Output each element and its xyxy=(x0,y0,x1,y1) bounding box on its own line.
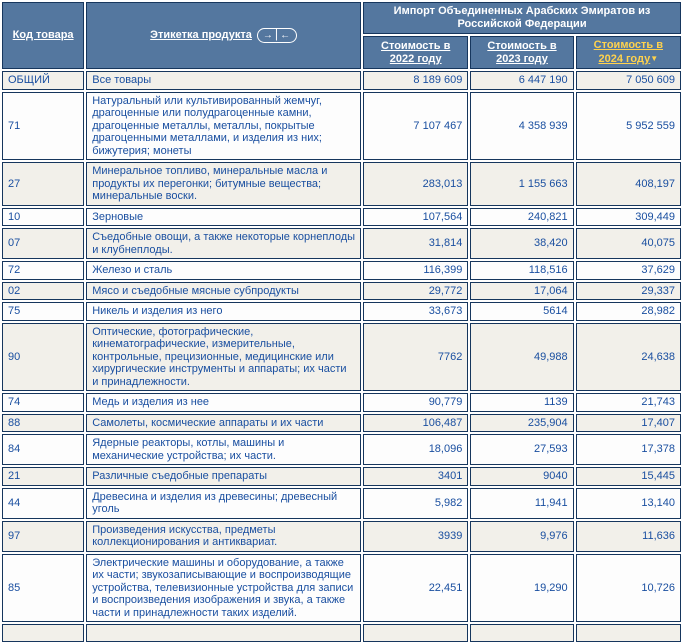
col-header-2023-link[interactable]: Стоимость в 2023 году xyxy=(487,39,557,65)
cell-label: Медь и изделия из нее xyxy=(86,393,361,412)
cell-value-2024: 5 952 559 xyxy=(576,92,681,161)
table-row xyxy=(2,92,681,161)
cell-label: Железо и сталь xyxy=(86,261,361,280)
table-row xyxy=(2,414,681,433)
cell-code: 90 xyxy=(2,323,84,392)
cell-label: Произведения искусства, предметы коллекционирования и антиквариат. xyxy=(86,521,361,552)
cell-code: 75 xyxy=(2,302,84,321)
cell-value-2024: 40,075 xyxy=(576,228,681,259)
cell-label: Оптические, фотографические, кинематографические, измерительные, контрольные, прецизионные, медицинские или хирургические инструменты и аппараты; их части и принадлежности. xyxy=(86,323,361,392)
cell-value-2024: 24,638 xyxy=(576,323,681,392)
cell-code: 44 xyxy=(2,488,84,519)
table-row xyxy=(2,162,681,206)
cell-value-2024: 28,982 xyxy=(576,302,681,321)
cell-label xyxy=(86,624,361,642)
cell-value-2023: 11,941 xyxy=(470,488,573,519)
cell-code: 72 xyxy=(2,261,84,280)
col-header-label-link[interactable]: Этикетка продукта xyxy=(150,29,252,41)
cell-value-2022: 31,814 xyxy=(363,228,468,259)
cell-value-2023: 118,516 xyxy=(470,261,573,280)
cell-label: Мясо и съедобные мясные субпродукты xyxy=(86,282,361,301)
cell-value-2024: 13,140 xyxy=(576,488,681,519)
table-body xyxy=(2,71,681,642)
cell-value-2024: 21,743 xyxy=(576,393,681,412)
cell-value-2024: 408,197 xyxy=(576,162,681,206)
table-row xyxy=(2,488,681,519)
cell-value-2022: 22,451 xyxy=(363,554,468,623)
table-row xyxy=(2,393,681,412)
cell-label: Минеральное топливо, минеральные масла и продукты их перегонки; битумные вещества; минеральные воски. xyxy=(86,162,361,206)
cell-value-2023: 19,290 xyxy=(470,554,573,623)
table-row xyxy=(2,434,681,465)
cell-value-2022: 29,772 xyxy=(363,282,468,301)
cell-value-2023: 9040 xyxy=(470,467,573,486)
cell-value-2022: 3401 xyxy=(363,467,468,486)
col-header-2022-link[interactable]: Стоимость в 2022 году xyxy=(381,39,451,65)
cell-value-2022: 3939 xyxy=(363,521,468,552)
table-row xyxy=(2,208,681,227)
sort-descending-icon: ▼ xyxy=(650,54,659,63)
cell-label: Никель и изделия из него xyxy=(86,302,361,321)
cell-value-2024: 10,726 xyxy=(576,554,681,623)
cell-label: Различные съедобные препараты xyxy=(86,467,361,486)
cell-code: 02 xyxy=(2,282,84,301)
cell-value-2022: 7762 xyxy=(363,323,468,392)
table-row xyxy=(2,261,681,280)
cell-label: Все товары xyxy=(86,71,361,90)
cell-label: Натуральный или культивированный жемчуг, драгоценные или полудрагоценные камни, драгоценные металлы, металлы, покрытые драгоценными металлами, и изделия из них; бижутерия; монеты xyxy=(86,92,361,161)
cell-label: Зерновые xyxy=(86,208,361,227)
cell-label: Самолеты, космические аппараты и их части xyxy=(86,414,361,433)
cell-code: 88 xyxy=(2,414,84,433)
col-header-2023[interactable] xyxy=(470,36,573,69)
cell-value-2024: 11,636 xyxy=(576,521,681,552)
cell-code: 97 xyxy=(2,521,84,552)
cell-label: Съедобные овощи, а также некоторые корнеплоды и клубнеплоды. xyxy=(86,228,361,259)
cell-value-2024 xyxy=(576,624,681,642)
cell-value-2023: 235,904 xyxy=(470,414,573,433)
cell-value-2022: 33,673 xyxy=(363,302,468,321)
cell-value-2024: 15,445 xyxy=(576,467,681,486)
cell-value-2023: 4 358 939 xyxy=(470,92,573,161)
table-row xyxy=(2,554,681,623)
cell-value-2024: 309,449 xyxy=(576,208,681,227)
cell-value-2023: 5614 xyxy=(470,302,573,321)
cell-value-2023: 27,593 xyxy=(470,434,573,465)
group-header-import: Импорт Объединенных Арабских Эмиратов из Российской Федерации xyxy=(363,2,681,34)
table-row xyxy=(2,467,681,486)
cell-value-2022: 283,013 xyxy=(363,162,468,206)
cell-value-2022: 116,399 xyxy=(363,261,468,280)
cell-value-2023: 1139 xyxy=(470,393,573,412)
cell-label: Древесина и изделия из древесины; древесный уголь xyxy=(86,488,361,519)
cell-value-2023: 9,976 xyxy=(470,521,573,552)
cell-code: 07 xyxy=(2,228,84,259)
cell-value-2022: 7 107 467 xyxy=(363,92,468,161)
cell-code: 21 xyxy=(2,467,84,486)
col-header-2024[interactable] xyxy=(576,36,681,69)
cell-value-2023: 6 447 190 xyxy=(470,71,573,90)
cell-code: 10 xyxy=(2,208,84,227)
cell-label: Ядерные реакторы, котлы, машины и механические устройства; их части. xyxy=(86,434,361,465)
cell-value-2024: 37,629 xyxy=(576,261,681,280)
cell-code: 85 xyxy=(2,554,84,623)
cell-value-2024: 7 050 609 xyxy=(576,71,681,90)
col-header-label[interactable] xyxy=(86,2,361,69)
col-header-code-link[interactable]: Код товара xyxy=(12,29,74,41)
cell-value-2022 xyxy=(363,624,468,642)
cell-value-2024: 17,378 xyxy=(576,434,681,465)
col-header-code[interactable] xyxy=(2,2,84,69)
table-row xyxy=(2,282,681,301)
cell-value-2024: 17,407 xyxy=(576,414,681,433)
cell-code: 27 xyxy=(2,162,84,206)
header-row-group xyxy=(2,2,681,34)
table-row xyxy=(2,228,681,259)
cell-value-2022: 107,564 xyxy=(363,208,468,227)
table-row-partial xyxy=(2,624,681,642)
col-header-2024-link[interactable]: Стоимость в 2024 году xyxy=(593,39,663,65)
cell-value-2022: 5,982 xyxy=(363,488,468,519)
table-row xyxy=(2,323,681,392)
cell-value-2023: 240,821 xyxy=(470,208,573,227)
cell-value-2022: 90,779 xyxy=(363,393,468,412)
col-header-2022[interactable] xyxy=(363,36,468,69)
cell-value-2023: 38,420 xyxy=(470,228,573,259)
cell-code: 71 xyxy=(2,92,84,161)
cell-value-2023: 17,064 xyxy=(470,282,573,301)
cell-label: Электрические машины и оборудование, а также их части; звукозаписывающие и воспроизводящие устройства, телевизионные устройства для записи и воспроизведения изображения и звука, а также части и принадлежности таких изделий. xyxy=(86,554,361,623)
cell-value-2022: 106,487 xyxy=(363,414,468,433)
cell-value-2022: 8 189 609 xyxy=(363,71,468,90)
cell-code: 74 xyxy=(2,393,84,412)
table-row xyxy=(2,521,681,552)
cell-code: ОБЩИЙ xyxy=(2,71,84,90)
cell-code: 84 xyxy=(2,434,84,465)
cell-value-2023: 49,988 xyxy=(470,323,573,392)
cell-value-2022: 18,096 xyxy=(363,434,468,465)
collapse-columns-icon[interactable]: →⎮← xyxy=(257,28,297,43)
table-row xyxy=(2,71,681,90)
cell-value-2023 xyxy=(470,624,573,642)
cell-value-2024: 29,337 xyxy=(576,282,681,301)
cell-value-2023: 1 155 663 xyxy=(470,162,573,206)
table-row xyxy=(2,302,681,321)
cell-code xyxy=(2,624,84,642)
